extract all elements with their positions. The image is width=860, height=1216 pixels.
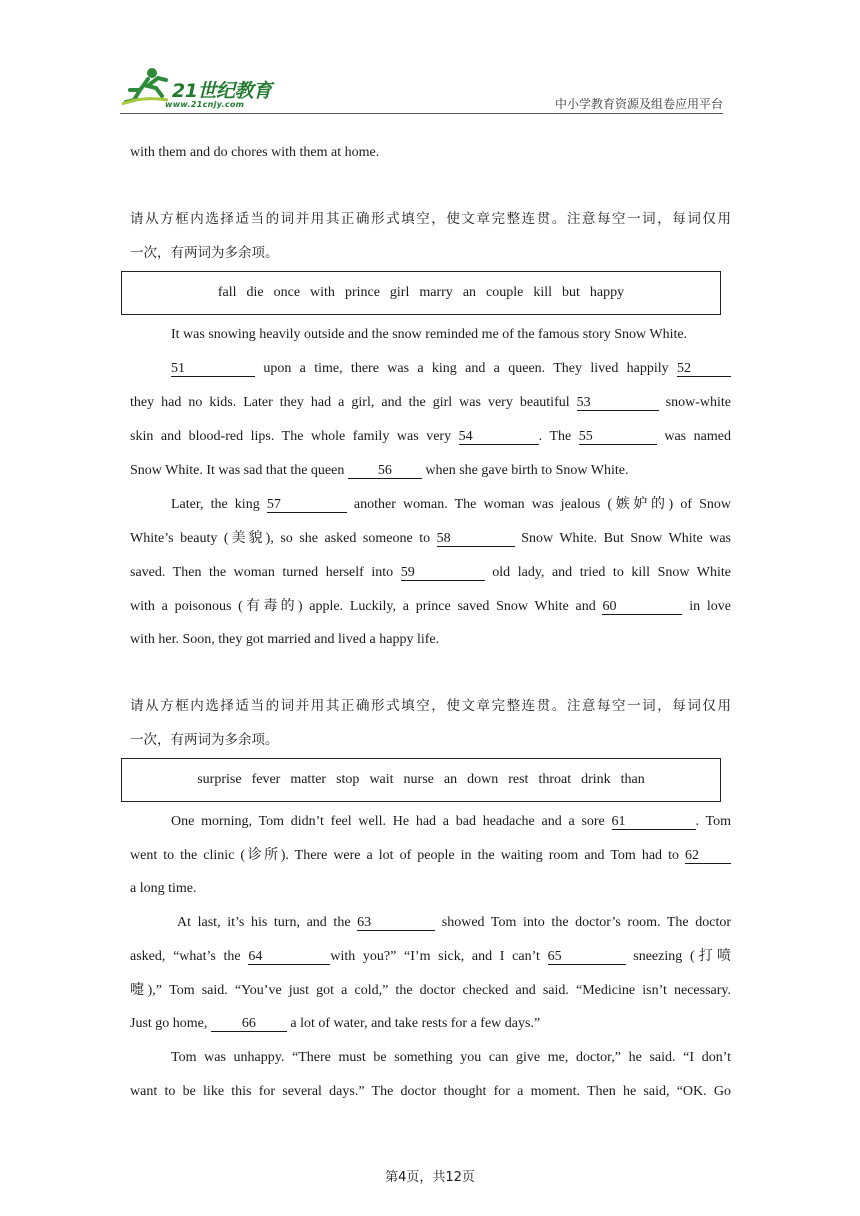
word-bank-item: kill bbox=[533, 285, 553, 300]
word-bank-item: girl bbox=[389, 285, 410, 300]
word-bank-item: marry bbox=[419, 285, 453, 300]
text-run: a lot of water, and take rests for a few days.” bbox=[286, 1016, 541, 1031]
page-header bbox=[120, 62, 723, 114]
paragraph-line bbox=[130, 428, 731, 446]
text-run: skin and blood-red lips. The whole family was very bbox=[130, 429, 459, 444]
blank-58[interactable]: 58 bbox=[437, 531, 515, 547]
text-run: another woman. The woman was jealous (嫉妒的) of Snow bbox=[346, 497, 732, 512]
text-run: when she gave birth to Snow White. bbox=[421, 463, 629, 478]
continued-line: with them and do chores with them at home. bbox=[130, 145, 380, 160]
word-bank-item: surprise bbox=[197, 772, 242, 787]
blank-53[interactable]: 53 bbox=[577, 395, 659, 411]
blank-55[interactable]: 55 bbox=[579, 429, 657, 445]
word-bank-item: with bbox=[310, 285, 335, 300]
paragraph-line: want to be like this for several days.” The doctor thought for a moment. Then he said, “OK. Go bbox=[130, 1084, 731, 1099]
blank-62[interactable]: 62 bbox=[685, 848, 731, 864]
text-run: . Tom bbox=[695, 814, 731, 829]
word-bank-item: rest bbox=[508, 772, 529, 787]
blank-65[interactable]: 65 bbox=[548, 949, 626, 965]
word-bank-item: fall bbox=[217, 285, 237, 300]
word-bank-item: an bbox=[443, 772, 458, 787]
blank-66[interactable]: 66 bbox=[211, 1016, 287, 1032]
paragraph-line bbox=[130, 564, 731, 582]
blank-56[interactable]: 56 bbox=[348, 463, 422, 479]
word-bank-item: but bbox=[562, 285, 580, 300]
blank-63[interactable]: 63 bbox=[357, 915, 435, 931]
logo-url: www.21cnjy.com bbox=[165, 100, 245, 109]
site-logo[interactable] bbox=[120, 62, 300, 114]
word-bank-item: couple bbox=[486, 285, 524, 300]
paragraph-line bbox=[130, 530, 731, 548]
word-bank-item: once bbox=[273, 285, 301, 300]
blank-59[interactable]: 59 bbox=[401, 565, 485, 581]
word-bank-item: down bbox=[467, 772, 499, 787]
text-run: in love bbox=[682, 599, 731, 614]
blank-52[interactable]: 52 bbox=[677, 361, 731, 377]
text-run: with you?” “I’m sick, and I can’t bbox=[330, 949, 548, 964]
text-run: old lady, and tried to kill Snow White bbox=[484, 565, 731, 580]
text-run: Snow White. It was sad that the queen bbox=[130, 463, 348, 478]
text-run: snow-white bbox=[658, 395, 732, 410]
text-run: with a poisonous (有毒的) apple. Luckily, a prince saved Snow White and bbox=[130, 599, 603, 614]
logo-text: 21世纪教育 bbox=[172, 80, 272, 102]
text-run: One morning, Tom didn’t feel well. He had a bad headache and a sore bbox=[171, 814, 612, 829]
paragraph-line bbox=[130, 1015, 731, 1033]
text-run: At last, it’s his turn, and the bbox=[177, 915, 358, 930]
paragraph-line bbox=[130, 394, 731, 412]
word-bank-item: than bbox=[620, 772, 645, 787]
word-bank-item: wait bbox=[369, 772, 394, 787]
text-run: showed Tom into the doctor’s room. The doctor bbox=[435, 915, 731, 930]
text-run: Snow White. But Snow White was bbox=[514, 531, 732, 546]
paragraph-line: 嚏),” Tom said. “You’ve just got a cold,” the doctor checked and said. “Medicine isn’t necessary. bbox=[130, 983, 731, 998]
instruction-1-line-2: 一次，有两词为多余项。 bbox=[130, 245, 279, 261]
word-bank-item: nurse bbox=[403, 772, 434, 787]
paragraph-line bbox=[130, 462, 731, 480]
blank-64[interactable]: 64 bbox=[248, 949, 330, 965]
text-run: they had no kids. Later they had a girl, and the girl was very beautiful bbox=[130, 395, 577, 410]
paragraph-line bbox=[171, 496, 731, 514]
paragraph-line bbox=[130, 948, 731, 966]
text-run: upon a time, there was a king and a queen. They lived happily bbox=[255, 361, 677, 376]
text-run: asked, “what’s the bbox=[130, 949, 249, 964]
instruction-1-line-1: 请从方框内选择适当的词并用其正确形式填空，使文章完整连贯。注意每空一词，每词仅用 bbox=[130, 211, 731, 227]
blank-57[interactable]: 57 bbox=[267, 497, 347, 513]
word-bank-item: throat bbox=[538, 772, 572, 787]
paragraph-line bbox=[130, 598, 731, 616]
text-run: saved. Then the woman turned herself into bbox=[130, 565, 401, 580]
paragraph-line: a long time. bbox=[130, 881, 197, 896]
page-number: 第4页，共12页 bbox=[385, 1170, 475, 1185]
text-run: Just go home, bbox=[130, 1016, 211, 1031]
word-bank-item: happy bbox=[589, 285, 625, 300]
text-run: . The bbox=[538, 429, 579, 444]
paragraph-line bbox=[177, 914, 731, 932]
word-bank-item: stop bbox=[336, 772, 360, 787]
word-bank-item: fever bbox=[251, 772, 281, 787]
word-bank-item: matter bbox=[290, 772, 327, 787]
blank-60[interactable]: 60 bbox=[602, 599, 682, 615]
paragraph-line: It was snowing heavily outside and the snow reminded me of the famous story Snow White. bbox=[171, 327, 688, 342]
blank-54[interactable]: 54 bbox=[459, 429, 539, 445]
paragraph-line: with her. Soon, they got married and lived a happy life. bbox=[130, 632, 440, 647]
text-run: White’s beauty (美貌), so she asked someone to bbox=[130, 531, 437, 546]
paragraph-line: Tom was unhappy. “There must be something you can give me, doctor,” he said. “I don’t bbox=[171, 1050, 731, 1065]
instruction-2-line-2: 一次，有两词为多余项。 bbox=[130, 732, 279, 748]
text-run: was named bbox=[656, 429, 732, 444]
paragraph-line bbox=[171, 813, 731, 831]
paragraph-line bbox=[171, 360, 731, 378]
header-divider bbox=[120, 113, 723, 114]
word-bank-2 bbox=[121, 758, 721, 802]
blank-51[interactable]: 51 bbox=[171, 361, 255, 377]
text-run: sneezing (打喷 bbox=[625, 949, 731, 964]
text-run: went to the clinic (诊所). There were a lot of people in the waiting room and Tom had to bbox=[130, 848, 685, 863]
word-bank-item: die bbox=[246, 285, 264, 300]
word-bank-item: drink bbox=[581, 772, 611, 787]
word-bank-1 bbox=[121, 271, 721, 315]
text-run: Later, the king bbox=[171, 497, 267, 512]
platform-name: 中小学教育资源及组卷应用平台 bbox=[554, 97, 723, 111]
instruction-2-line-1: 请从方框内选择适当的词并用其正确形式填空，使文章完整连贯。注意每空一词，每词仅用 bbox=[130, 698, 731, 714]
paragraph-line bbox=[130, 847, 731, 865]
blank-61[interactable]: 61 bbox=[612, 814, 696, 830]
word-bank-item: prince bbox=[344, 285, 380, 300]
word-bank-item: an bbox=[462, 285, 477, 300]
